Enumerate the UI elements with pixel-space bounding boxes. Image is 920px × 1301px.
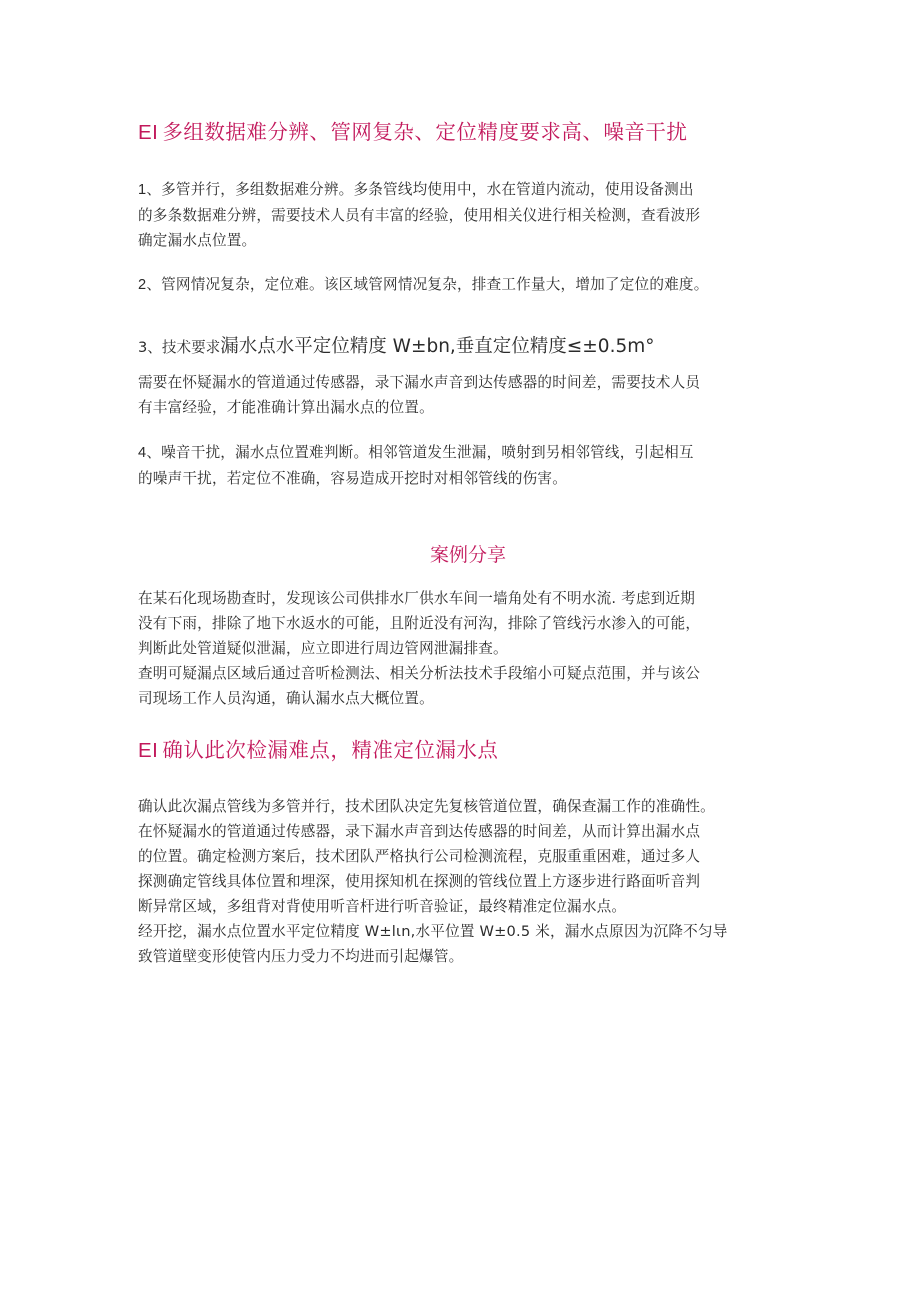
- section-heading-difficulties: [138, 118, 818, 147]
- paragraph-case: [138, 586, 798, 711]
- text-line: 在怀疑漏水的管道通过传感器，录下漏水声音到达传感器的时间差，从而计算出漏水点: [138, 823, 701, 840]
- text-line: 司现场工作人员沟通，确认漏水点大概位置。: [138, 690, 434, 707]
- item-number: 1: [138, 182, 147, 198]
- text-line: 、管网情况复杂，定位难。该区域管网情况复杂，排查工作量大，增加了定位的难度。: [146, 276, 709, 293]
- text-line: 、噪音干扰，漏水点位置难判断。相邻管道发生泄漏，喷射到另相邻管线，引起相互: [146, 444, 694, 461]
- heading-text: 多组数据难分辨、管网复杂、定位精度要求高、噪音干扰: [162, 120, 688, 144]
- text-line: 确定漏水点位置。: [138, 232, 257, 249]
- section-heading-confirm: [138, 736, 818, 765]
- text-line: 探测确定管线具体位置和埋深，使用探知机在探测的管线位置上方逐步进行路面听音判: [138, 873, 701, 890]
- text-line: 的噪声干扰，若定位不准确，容易造成开挖时对相邻管线的伤害。: [138, 470, 568, 487]
- text-line: 在某石化现场勘查时，发现该公司供排水厂供水车间一墙角处有不明水流. 考虑到近期: [138, 590, 696, 607]
- paragraph-confirm: [138, 794, 798, 969]
- text-line: 的多条数据难分辨，需要技术人员有丰富的经验，使用相关仪进行相关检测，查看波形: [138, 207, 701, 224]
- paragraph-item-3-heading: [138, 333, 818, 362]
- paragraph-item-4: [138, 440, 798, 491]
- text-line: 有丰富经验，才能准确计算出漏水点的位置。: [138, 399, 434, 416]
- text-line: 的位置。确定检测方案后，技术团队严格执行公司检测流程，克服重重困难，通过多人: [138, 848, 701, 865]
- text-line: 经开挖，漏水点位置水平定位精度 W±lιn,水平位置 W±0.5 米，漏水点原因为沉降不匀导: [138, 923, 728, 940]
- text-line: 致管道壁变形使管内压力受力不均进而引起爆管。: [138, 948, 464, 965]
- heading-prefix: EI: [138, 121, 159, 144]
- item-number: 2: [138, 277, 147, 293]
- item-number: 3: [138, 339, 148, 356]
- item-number: 4: [138, 445, 147, 461]
- text-line: 、多管并行，多组数据难分辨。多条管线均使用中，水在管道内流动，使用设备测出: [146, 181, 694, 198]
- heading-text: 确认此次检漏难点，精准定位漏水点: [162, 738, 499, 762]
- paragraph-item-1: [138, 177, 798, 253]
- text-line: 断异常区域，多组背对背使用听音杆进行听音验证，最终精准定位漏水点。: [138, 898, 627, 915]
- paragraph-item-2: [138, 272, 798, 298]
- text-line: 查明可疑漏点区域后通过音听检测法、相关分析法技术手段缩小可疑点范围，并与该公: [138, 665, 701, 682]
- text-line: 没有下雨，排除了地下水返水的可能，且附近没有河沟，排除了管线污水渗入的可能，: [138, 615, 701, 632]
- item-precision-requirement: 漏水点水平定位精度 W±bn,垂直定位精度≤±0.5m°: [220, 336, 655, 357]
- text-line: 需要在怀疑漏水的管道通过传感器，录下漏水声音到达传感器的时间差，需要技术人员: [138, 374, 701, 391]
- paragraph-item-3: [138, 370, 798, 420]
- text-line: 确认此次漏点管线为多管并行，技术团队决定先复核管道位置，确保查漏工作的准确性。: [138, 798, 715, 815]
- heading-prefix: EI: [138, 739, 159, 762]
- case-heading: 案例分享: [429, 544, 506, 566]
- text-line: 判断此处管道疑似泄漏，应立即进行周边管网泄漏排查。: [138, 640, 508, 657]
- item-lead: 、技术要求: [147, 339, 221, 356]
